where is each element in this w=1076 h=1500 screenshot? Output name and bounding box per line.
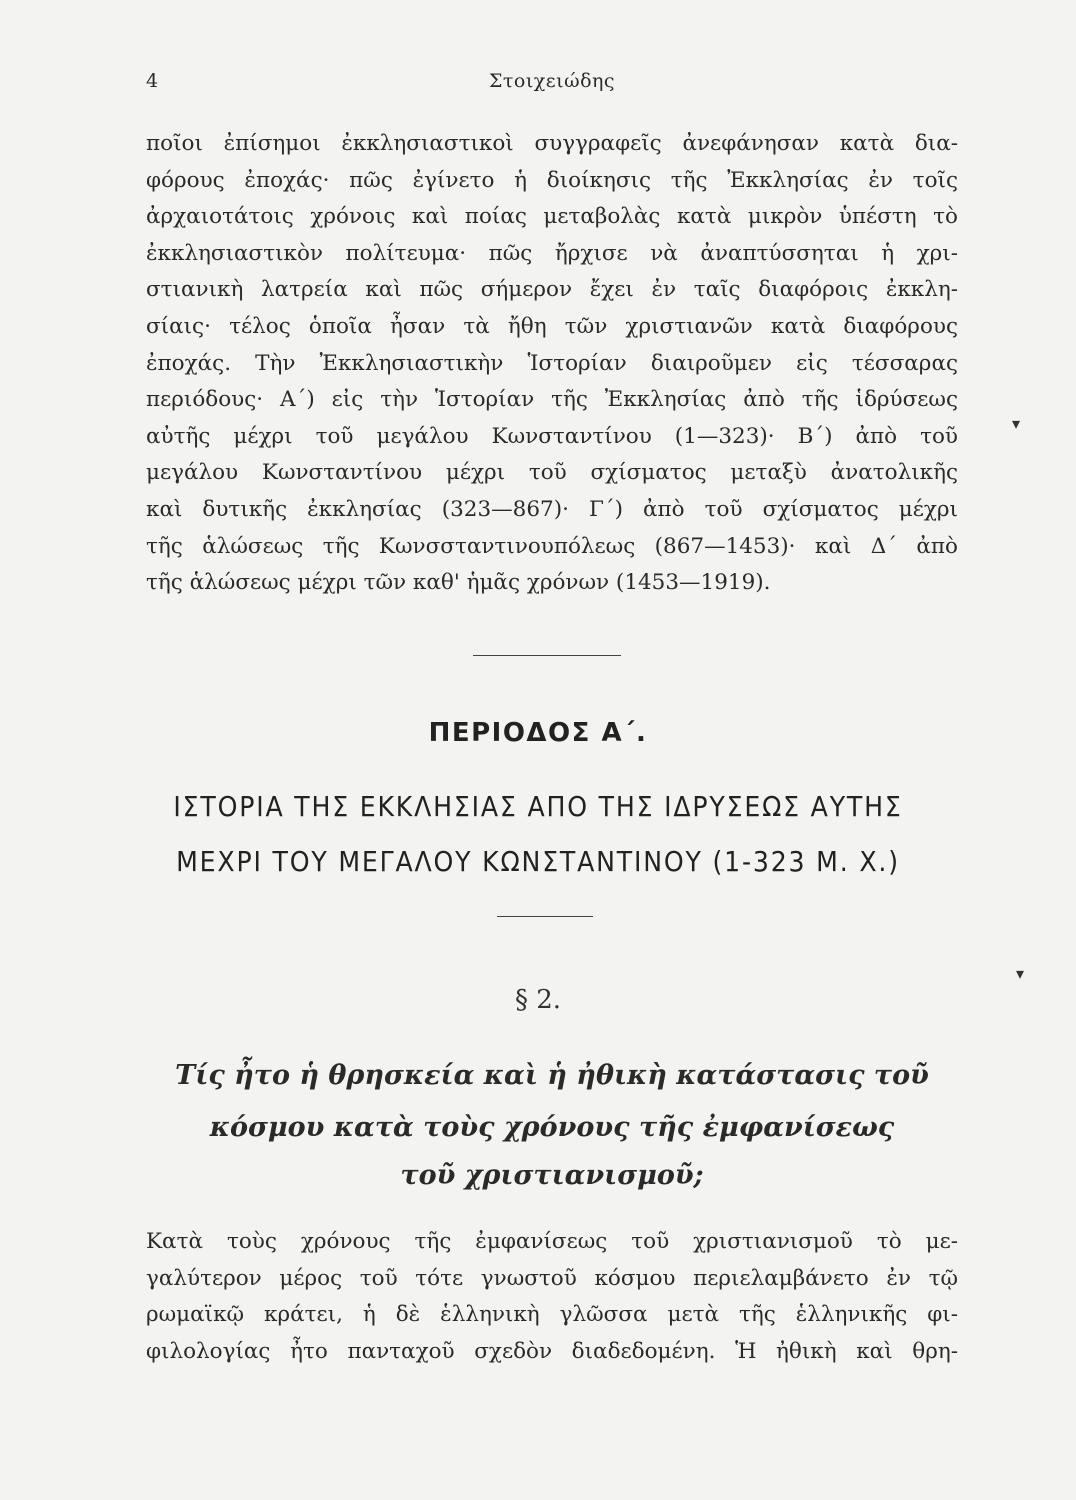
text-line: μεγάλου Κωνσταντίνου μέχρι τοῦ σχίσματος μεταξὺ ἀνατολικῆς bbox=[146, 460, 958, 486]
text-line: ἐκκλησιαστικὸν πολίτευμα· πῶς ἤρχισε νὰ ἀναπτύσσηται ἡ χρι- bbox=[146, 240, 958, 266]
text-line: ἀρχαιοτάτοις χρόνοις καὶ ποίας μεταβολὰς κατὰ μικρὸν ὑπέστη τὸ bbox=[146, 204, 958, 230]
period-title-line: ΙΣΤΟΡΙΑ ΤΗΣ ΕΚΚΛΗΣΙΑΣ ΑΠΟ ΤΗΣ ΙΔΡΥΣΕΩΣ ΑΥΤΗΣ bbox=[173, 790, 903, 823]
section-question-line: Τίς ἦτο ἡ θρησκεία καὶ ἡ ἠθικὴ κατάστασις τοῦ bbox=[175, 1060, 929, 1091]
text-line: στιανικὴ λατρεία καὶ πῶς σήμερον ἔχει ἐν ταῖς διαφόροις ἐκκλη- bbox=[146, 277, 958, 303]
period-title-line: ΜΕΧΡΙ ΤΟΥ ΜΕΓΑΛΟΥ ΚΩΝΣΤΑΝΤΙΝΟΥ (1-323 Μ. Χ.) bbox=[176, 845, 900, 878]
divider-rule bbox=[473, 655, 621, 656]
text-line: τῆς ἁλώσεως τῆς Κωνσσταντινουπόλεως (867—1453)· καὶ Δ΄ ἀπὸ bbox=[146, 533, 958, 559]
text-line: καὶ δυτικῆς ἐκκλησίας (323—867)· Γ΄) ἀπὸ τοῦ σχίσματος μέχρι bbox=[146, 496, 958, 522]
running-head: Στοιχειώδης bbox=[488, 70, 616, 92]
section-question-line: κόσμου κατὰ τοὺς χρόνους τῆς ἐμφανίσεως bbox=[209, 1112, 895, 1143]
scan-speck-mark: ▾ bbox=[1016, 964, 1025, 983]
section-paragraph bbox=[146, 1224, 958, 1370]
period-heading: ΠΕΡΙΟΔΟΣ Α΄. bbox=[428, 718, 648, 748]
scan-speck-mark: ▾ bbox=[1012, 414, 1021, 433]
text-line: ρωμαϊκῷ κράτει, ἡ δὲ ἑλληνικὴ γλῶσσα μετὰ τῆς ἑλληνικῆς φι- bbox=[146, 1302, 958, 1328]
text-line: περιόδους· Α΄) εἰς τὴν Ἱστορίαν τῆς Ἐκκλησίας ἀπὸ τῆς ἱδρύσεως bbox=[146, 387, 958, 413]
section-mark: § 2. bbox=[514, 985, 562, 1015]
text-line: γαλύτερον μέρος τοῦ τότε γνωστοῦ κόσμου περιελαμβάνετο ἐν τῷ bbox=[146, 1265, 958, 1291]
divider-rule bbox=[497, 916, 593, 917]
text-line: αὐτῆς μέχρι τοῦ μεγάλου Κωνσταντίνου (1—323)· Β΄) ἀπὸ τοῦ bbox=[146, 423, 958, 449]
section-question-line: τοῦ χριστιανισμοῦ; bbox=[400, 1160, 704, 1191]
intro-paragraph bbox=[146, 126, 958, 602]
text-line: φόρους ἐποχάς· πῶς ἐγίνετο ἡ διοίκησις τῆς Ἐκκλησίας ἐν τοῖς bbox=[146, 167, 958, 193]
text-line: φιλολογίας ἦτο πανταχοῦ σχεδὸν διαδεδομένη. Ἡ ἠθικὴ καὶ θρη- bbox=[146, 1338, 958, 1364]
text-line: σίαις· τέλος ὁποῖα ἦσαν τὰ ἤθη τῶν χριστιανῶν κατὰ διαφόρους bbox=[146, 313, 958, 339]
text-line: ἐποχάς. Τὴν Ἐκκλησιαστικὴν Ἱστορίαν διαιροῦμεν εἰς τέσσαρας bbox=[146, 350, 958, 376]
text-line: ποῖοι ἐπίσημοι ἐκκλησιαστικοὶ συγγραφεῖς ἀνεφάνησαν κατὰ δια- bbox=[146, 131, 958, 156]
text-line: τῆς ἁλώσεως μέχρι τῶν καθ' ἡμᾶς χρόνων (1453—1919). bbox=[146, 570, 771, 596]
page-number: 4 bbox=[146, 70, 159, 92]
text-line: Κατὰ τοὺς χρόνους τῆς ἐμφανίσεως τοῦ χριστιανισμοῦ τὸ με- bbox=[146, 1229, 958, 1254]
page-header bbox=[146, 70, 958, 100]
